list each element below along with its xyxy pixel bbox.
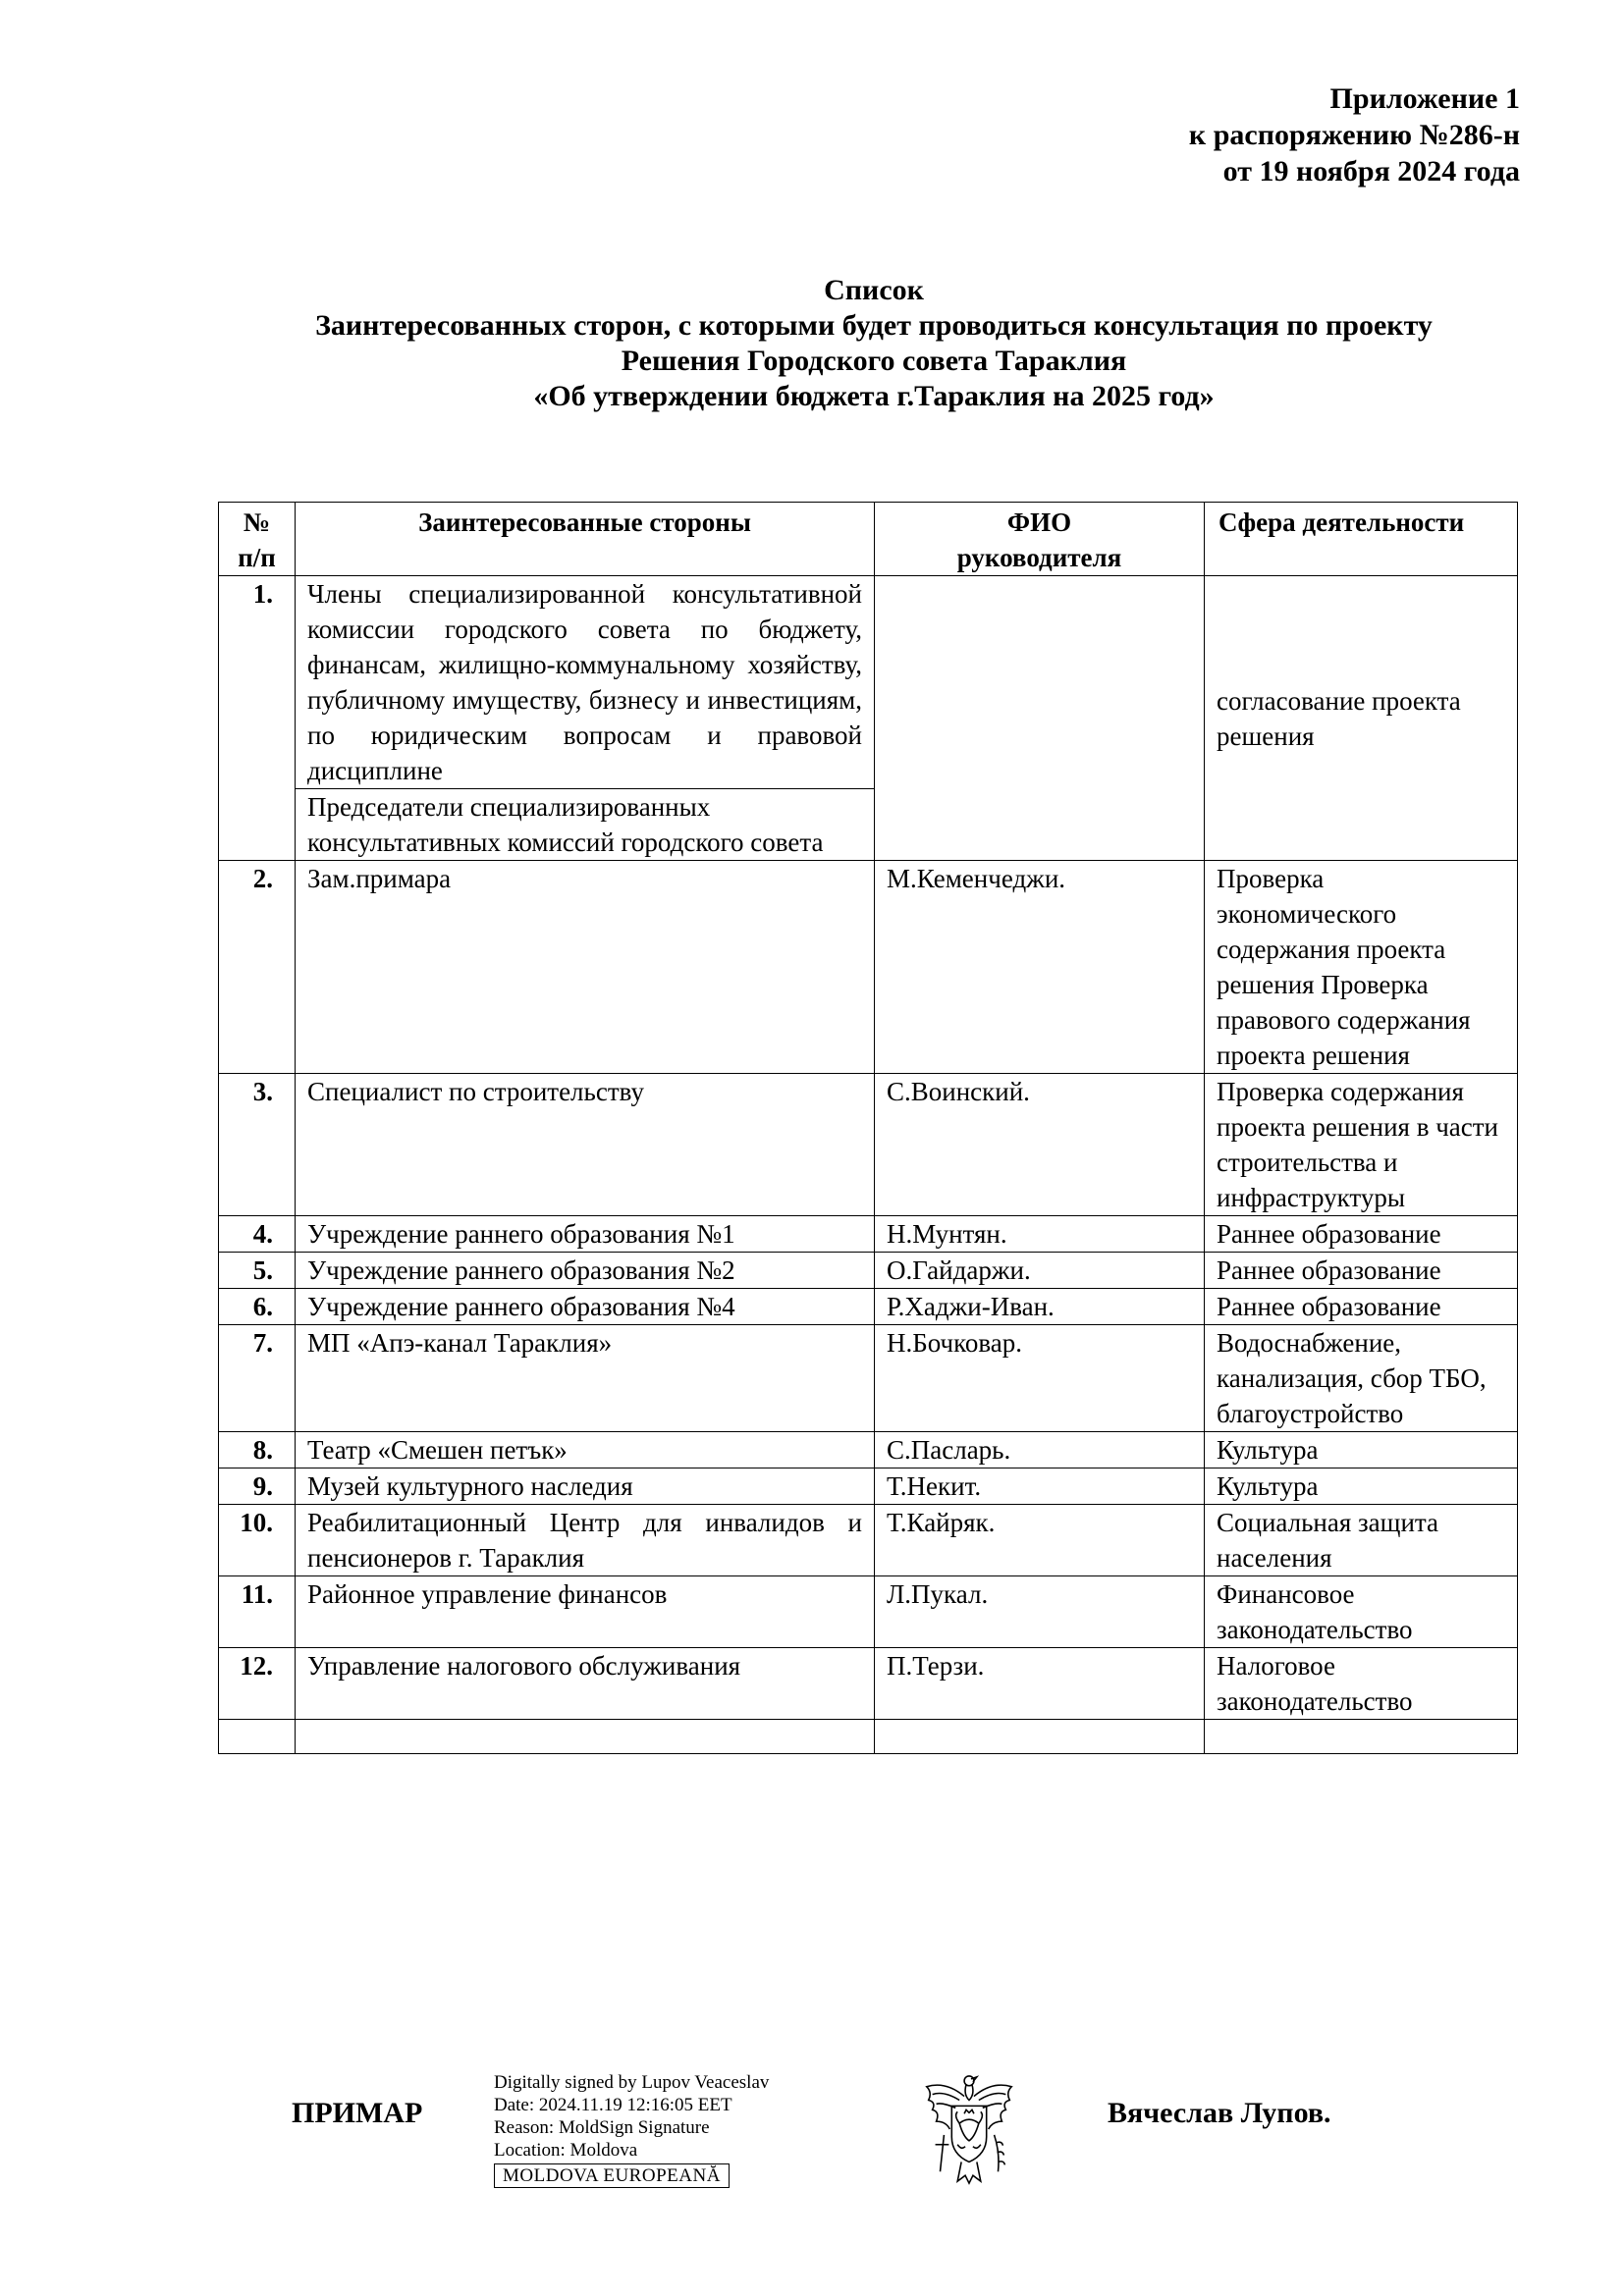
row-number: 10. [219,1505,296,1576]
row-sphere: Культура [1205,1468,1518,1505]
row-head: Т.Кайряк. [875,1505,1205,1576]
annex-reference [1189,80,1520,189]
row-sphere: Раннее образование [1205,1216,1518,1253]
annex-line-1: Приложение 1 [1329,82,1520,115]
row-number: 1. [219,576,296,861]
row-number: 9. [219,1468,296,1505]
row-head: Р.Хаджи-Иван. [875,1289,1205,1325]
mayor-name: Вячеслав Лупов. [1108,2097,1331,2129]
row-number: 12. [219,1648,296,1720]
header-num [219,503,296,576]
row-sphere: согласование проекта решения [1205,576,1518,861]
table-row [219,1468,1518,1505]
moldova-coat-of-arms-icon [911,2071,1027,2187]
row-number: 6. [219,1289,296,1325]
table-row [219,1074,1518,1216]
document-title [196,273,1551,414]
row-sphere: Раннее образование [1205,1289,1518,1325]
table-row [219,1576,1518,1648]
table-row [219,1216,1518,1253]
empty-cell [875,1720,1205,1754]
signature-footer [0,2071,1624,2199]
title-line-4: «Об утверждении бюджета г.Тараклия на 2025 год» [533,380,1215,412]
row-sphere: Культура [1205,1432,1518,1468]
table-row [219,1253,1518,1289]
row-stakeholder: МП «Апэ-канал Тараклия» [296,1325,875,1432]
header-head-line-2: руководителя [956,543,1122,572]
row-sphere: Раннее образование [1205,1253,1518,1289]
row-stakeholder [296,576,875,861]
row-stakeholder: Зам.примара [296,861,875,1074]
row-stakeholder: Учреждение раннего образования №2 [296,1253,875,1289]
table-row [219,1289,1518,1325]
title-line-2: Заинтересованных сторон, с которыми будет проводиться консультация по проекту [315,309,1433,342]
header-sphere: Сфера деятельности [1205,503,1518,576]
row-number: 3. [219,1074,296,1216]
row-head [875,576,1205,861]
row-stakeholder: Музей культурного наследия [296,1468,875,1505]
row-number: 4. [219,1216,296,1253]
table-row [219,576,1518,861]
header-num-line-1: № [243,507,271,537]
annex-line-2: к распоряжению №286-н [1188,119,1520,151]
row-number: 7. [219,1325,296,1432]
stakeholder-commission-members: Члены специализированной консультативной комиссии городского совета по бюджету, финансам, жилищно-коммунальному хозяйству, публичному имуществу, бизнесу и инвестициям, по юридическим вопросам и правовой дисциплине [307,579,862,785]
row-stakeholder: Учреждение раннего образования №4 [296,1289,875,1325]
row-sphere: Водоснабжение, канализация, сбор ТБО, благоустройство [1205,1325,1518,1432]
row-head: Н.Мунтян. [875,1216,1205,1253]
row-stakeholder: Районное управление финансов [296,1576,875,1648]
digital-signature-block [494,2071,769,2188]
row-head: О.Гайдаржи. [875,1253,1205,1289]
row-stakeholder: Театр «Смешен петък» [296,1432,875,1468]
row-stakeholder: Реабилитационный Центр для инвалидов и пенсионеров г. Тараклия [296,1505,875,1576]
signatory-position: ПРИМАР [292,2097,423,2129]
row-sphere: Проверка содержания проекта решения в части строительства и инфраструктуры [1205,1074,1518,1216]
stakeholders-table [218,502,1518,1754]
row-head: С.Пасларь. [875,1432,1205,1468]
row-head: Л.Пукал. [875,1576,1205,1648]
row-sphere: Налоговое законодательство [1205,1648,1518,1720]
table-row [219,1505,1518,1576]
row-number: 8. [219,1432,296,1468]
table-header-row [219,503,1518,576]
row-head: Т.Некит. [875,1468,1205,1505]
empty-cell [1205,1720,1518,1754]
row-sphere: Проверка экономического содержания проекта решения Проверка правового содержания проекта решения [1205,861,1518,1074]
table-row [219,1432,1518,1468]
header-head-line-1: ФИО [1006,507,1072,537]
table-row [219,1648,1518,1720]
signature-stamp: MOLDOVA EUROPEANĂ [494,2163,730,2188]
row-head: Н.Бочковар. [875,1325,1205,1432]
header-stakeholders: Заинтересованные стороны [296,503,875,576]
row-stakeholder: Управление налогового обслуживания [296,1648,875,1720]
row-number: 2. [219,861,296,1074]
empty-cell [219,1720,296,1754]
title-line-1: Список [824,274,924,306]
signature-date: Date: 2024.11.19 12:16:05 EET [494,2095,732,2115]
row-number: 11. [219,1576,296,1648]
table-row [219,861,1518,1074]
row-stakeholder: Специалист по строительству [296,1074,875,1216]
signature-reason: Reason: MoldSign Signature [494,2117,710,2138]
row-head: П.Терзи. [875,1648,1205,1720]
signature-location: Location: Moldova [494,2140,638,2161]
row-sphere: Финансовое законодательство [1205,1576,1518,1648]
row-number: 5. [219,1253,296,1289]
title-line-3: Решения Городского совета Тараклия [621,345,1127,377]
stakeholder-commission-chairs: Председатели специализированных консультативных комиссий городского совета [296,788,874,860]
header-head [875,503,1205,576]
header-num-line-2: п/п [238,543,276,572]
row-head: М.Кеменчеджи. [875,861,1205,1074]
table-row [219,1325,1518,1432]
signature-signer: Digitally signed by Lupov Veaceslav [494,2072,770,2093]
annex-line-3: от 19 ноября 2024 года [1222,155,1520,187]
row-stakeholder: Учреждение раннего образования №1 [296,1216,875,1253]
empty-cell [296,1720,875,1754]
table-row-empty [219,1720,1518,1754]
row-head: С.Воинский. [875,1074,1205,1216]
row-sphere: Социальная защита населения [1205,1505,1518,1576]
